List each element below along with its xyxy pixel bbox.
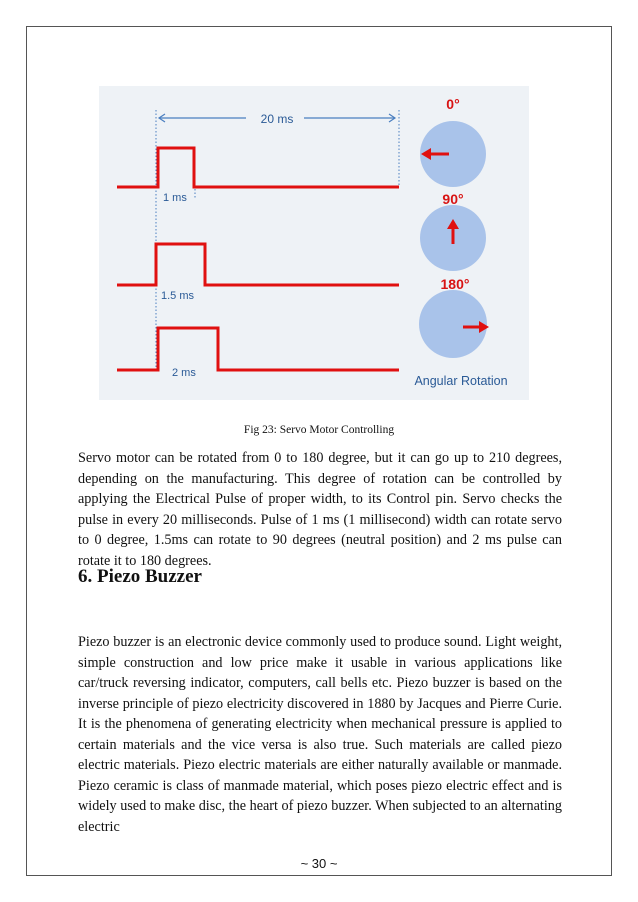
servo-timing-diagram (99, 86, 529, 400)
section-heading: 6. Piezo Buzzer (78, 566, 202, 587)
piezo-paragraph: Piezo buzzer is an electronic device commonly used to produce sound. Light weight, simple construction and low price make it usable in various applications like car/truck reversing indicator, computers, call bells etc. Piezo buzzer is based on the inverse principle of piezo electricity discovered in 1880 by Jacques and Pierre Curie. It is the phenomena of generating electricity when mechanical pressure is applied to certain materials and the vice versa is also true. Such materials are called piezo electric materials. Piezo electric materials are either naturally available or manmade. Piezo ceramic is class of manmade material, which poses piezo electric effect and is widely used to make disc, the heart of piezo buzzer. When subjected to an alternating electric (78, 634, 562, 835)
angular-rotation-label: Angular Rotation (414, 374, 508, 388)
pulse-2ms (117, 328, 399, 370)
rotation-disc-180 (419, 290, 487, 358)
pulse-width-label-2: 1.5 ms (161, 290, 195, 302)
angle-label-180: 180° (440, 276, 470, 292)
servo-paragraph: Servo motor can be rotated from 0 to 180 degree, but it can go up to 210 degrees, depending on the manufacturing. This degree of rotation can be controlled by applying the Electrical Pulse of proper width, to its Control pin. Servo checks the pulse in every 20 milliseconds. Pulse of 1 ms (1 millisecond) width can rotate servo to 0 degree, 1.5ms can rotate to 90 degrees (neutral position) and 2 ms pulse can rotate it to 180 degrees. (78, 450, 562, 569)
page-number: ~ 30 ~ (300, 856, 338, 871)
pulse-signals (117, 148, 399, 370)
pulse-width-label-1: 1 ms (163, 192, 187, 204)
pulse-width-label-3: 2 ms (172, 367, 196, 379)
angle-label-0: 0° (446, 96, 460, 112)
figure-caption: Fig 23: Servo Motor Controlling (243, 424, 395, 436)
pulse-1-5ms (117, 244, 399, 285)
period-label: 20 ms (260, 112, 294, 126)
servo-pulse-figure (99, 86, 529, 400)
pulse-1ms (117, 148, 399, 187)
angle-label-90: 90° (442, 191, 464, 207)
